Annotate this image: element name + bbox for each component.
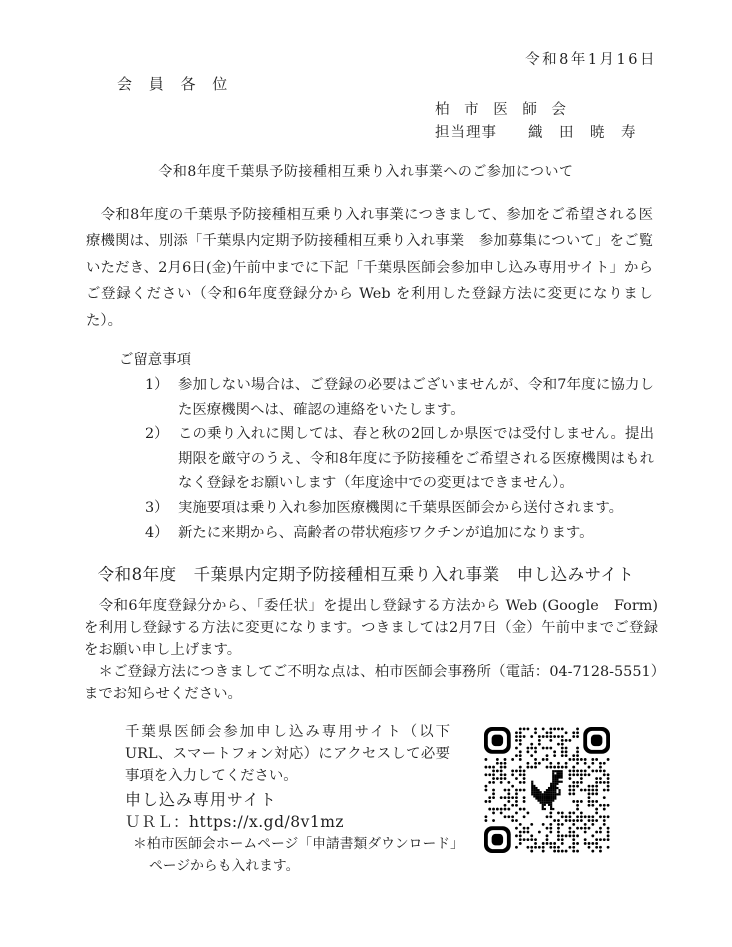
note-item-text: 新たに来期から、高齢者の帯状疱疹ワクチンが追加になります。 — [178, 524, 594, 541]
doc-title: 令和8年度千葉県予防接種相互乗り入れ事業へのご参加について — [158, 164, 574, 180]
sender-person: 担当理事 織 田 暁 寿 — [435, 125, 637, 141]
qr-code-image — [484, 727, 610, 853]
note-item-text: 参加しない場合は、ご登録の必要はございませんが、令和7年度に協力した医療機関へは、確認の連絡をいたします。 — [178, 377, 654, 418]
homepage-note-continued: ページからも入れます。 — [149, 857, 300, 874]
qr-code — [484, 727, 610, 853]
signup-section — [84, 596, 658, 706]
sender-organization: 柏 市 医 師 会 — [435, 102, 571, 118]
site-label: 申し込み専用サイト — [125, 790, 277, 809]
note-item — [145, 521, 655, 546]
note-item — [145, 496, 655, 521]
intro-paragraph: 令和8年度の千葉県予防接種相互乗り入れ事業につきまして、参加をご希望される医療機関は、別添「千葉県内定期予防接種相互乗り入れ事業 参加募集について」をご覧いただき、2月6日(金)午前中までに下記「千葉県医師会参加申し込み専用サイト」からご登録ください（令和6年度登録分から Web を利用した登録方法に変更になりました）。 — [86, 207, 653, 329]
note-item-number: 2） — [145, 426, 169, 443]
note-item-number: 1） — [145, 377, 169, 393]
homepage-note: ＊柏市医師会ホームページ「申請書類ダウンロード」 — [133, 836, 464, 852]
signup-site-heading: 令和8年度 千葉県内定期予防接種相互乗り入れ事業 申し込みサイト — [97, 565, 635, 584]
note-item-text: 実施要項は乗り入れ参加医療機関に千葉県医師会から送付されます。 — [178, 499, 623, 516]
addressee: 会 員 各 位 — [117, 75, 234, 93]
access-instructions-block — [125, 721, 464, 877]
note-item — [145, 373, 655, 422]
doc-date: 令和8年1月16日 — [525, 52, 657, 68]
signup-paragraph: 令和6年度登録分から、「委任状」を提出し登録する方法から Web (Google Form) を利用し登録する方法に変更になります。つきましては2月7日（金）午前中までご登録をお願い申し上げます。 — [84, 598, 658, 658]
notes-list — [145, 373, 655, 545]
note-item-text: この乗り入れに関しては、春と秋の2回しか県医では受付しません。提出期限を厳守のうえ、令和8年度に予防接種をご希望される医療機関はもれなく登録をお願いします（年度途中での変更はできません）。 — [178, 426, 654, 492]
note-item — [145, 422, 655, 496]
notes-label: ご留意事項 — [119, 352, 191, 368]
site-url: ＵＲＬ：https://x.gd/8v1mz — [125, 813, 345, 831]
note-item-number: 4） — [145, 524, 169, 541]
access-instructions: 千葉県医師会参加申し込み専用サイト（以下 URL、スマートフォン対応）にアクセスして必要事項を入力してください。 — [125, 724, 450, 784]
note-item-number: 3） — [145, 499, 169, 516]
signup-contact-note: ＊ご登録方法につきましてご不明な点は、柏市医師会事務所（電話：04-7128-5551）までお知らせください。 — [84, 663, 658, 702]
